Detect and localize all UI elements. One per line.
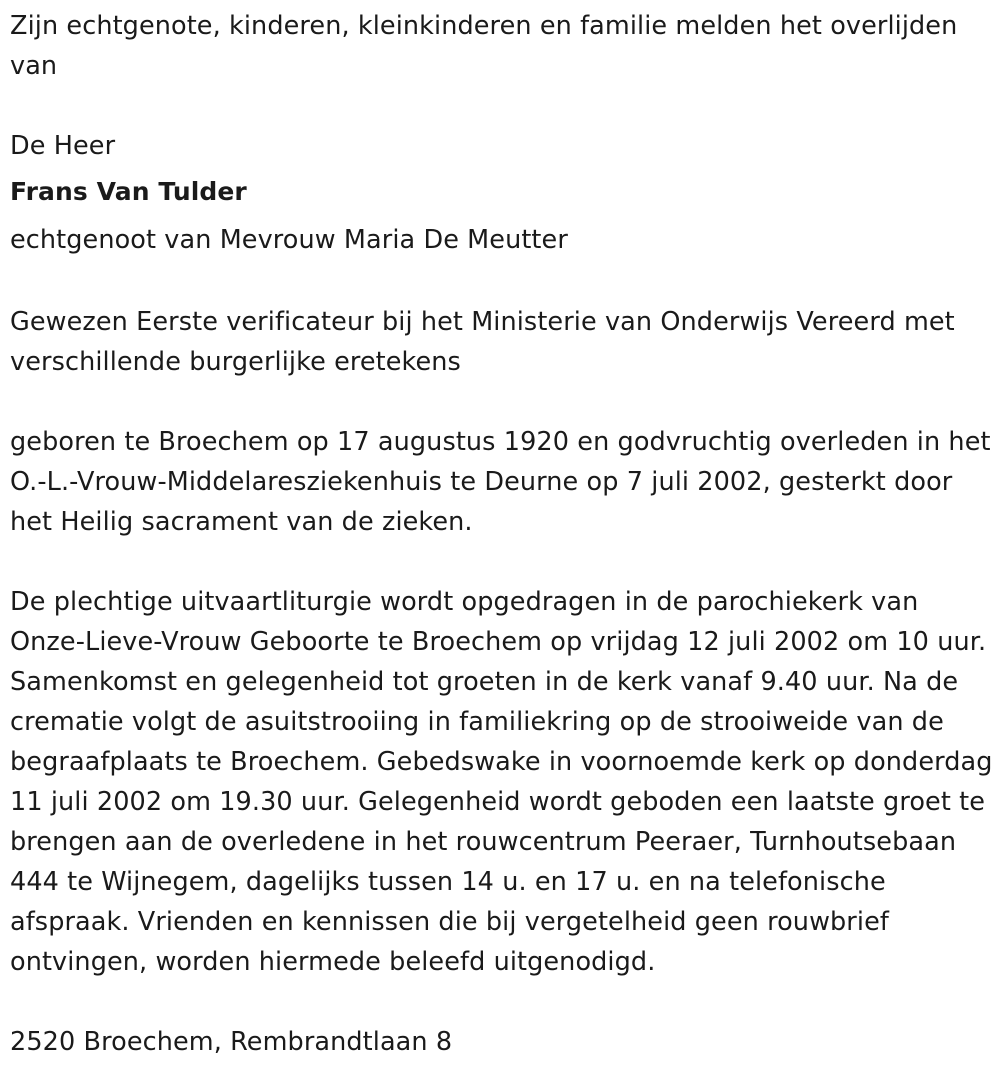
honorific: De Heer	[10, 131, 116, 161]
spacer	[10, 86, 995, 126]
obituary-notice	[10, 6, 995, 1062]
career-text: Gewezen Eerste verificateur bij het Ministerie van Onderwijs Vereerd met verschillende burgerlijke eretekens	[10, 307, 955, 377]
spacer	[10, 262, 995, 302]
birth-death-text: geboren te Broechem op 17 augustus 1920 en godvruchtig overleden in het O.-L.-Vrouw-Middelaresziekenhuis te Deurne op 7 juli 2002, gesterkt door het Heilig sacrament van de zieken.	[10, 427, 991, 537]
address-text: 2520 Broechem, Rembrandtlaan 8	[10, 1027, 453, 1057]
spouse-text: echtgenoot van Mevrouw Maria De Meutter	[10, 225, 568, 255]
funeral-details: De plechtige uitvaartliturgie wordt opgedragen in de parochiekerk van Onze-Lieve-Vrouw Geboorte te Broechem op vrijdag 12 juli 2002 om 10 uur. Samenkomst en gelegenheid tot groeten in de kerk vanaf 9.40 uur. Na de crematie volgt de asuitstrooiing in familiekring op de strooiweide van de begraafplaats te Broechem. Gebedswake in voornoemde kerk op donderdag 11 juli 2002 om 19.30 uur. Gelegenheid wordt geboden een laatste groet te brengen aan de overledene in het rouwcentrum Peeraer, Turnhoutsebaan 444 te Wijnegem, dagelijks tussen 14 u. en 17 u. en na telefonische afspraak. Vrienden en kennissen die bij vergetelheid geen rouwbrief ontvingen, worden hiermede beleefd uitgenodigd.	[10, 587, 993, 977]
spacer	[10, 542, 995, 582]
spacer	[10, 982, 995, 1022]
spacer	[10, 382, 995, 422]
intro-text: Zijn echtgenote, kinderen, kleinkinderen en familie melden het overlijden van	[10, 11, 958, 81]
deceased-name: Frans Van Tulder	[10, 177, 247, 206]
